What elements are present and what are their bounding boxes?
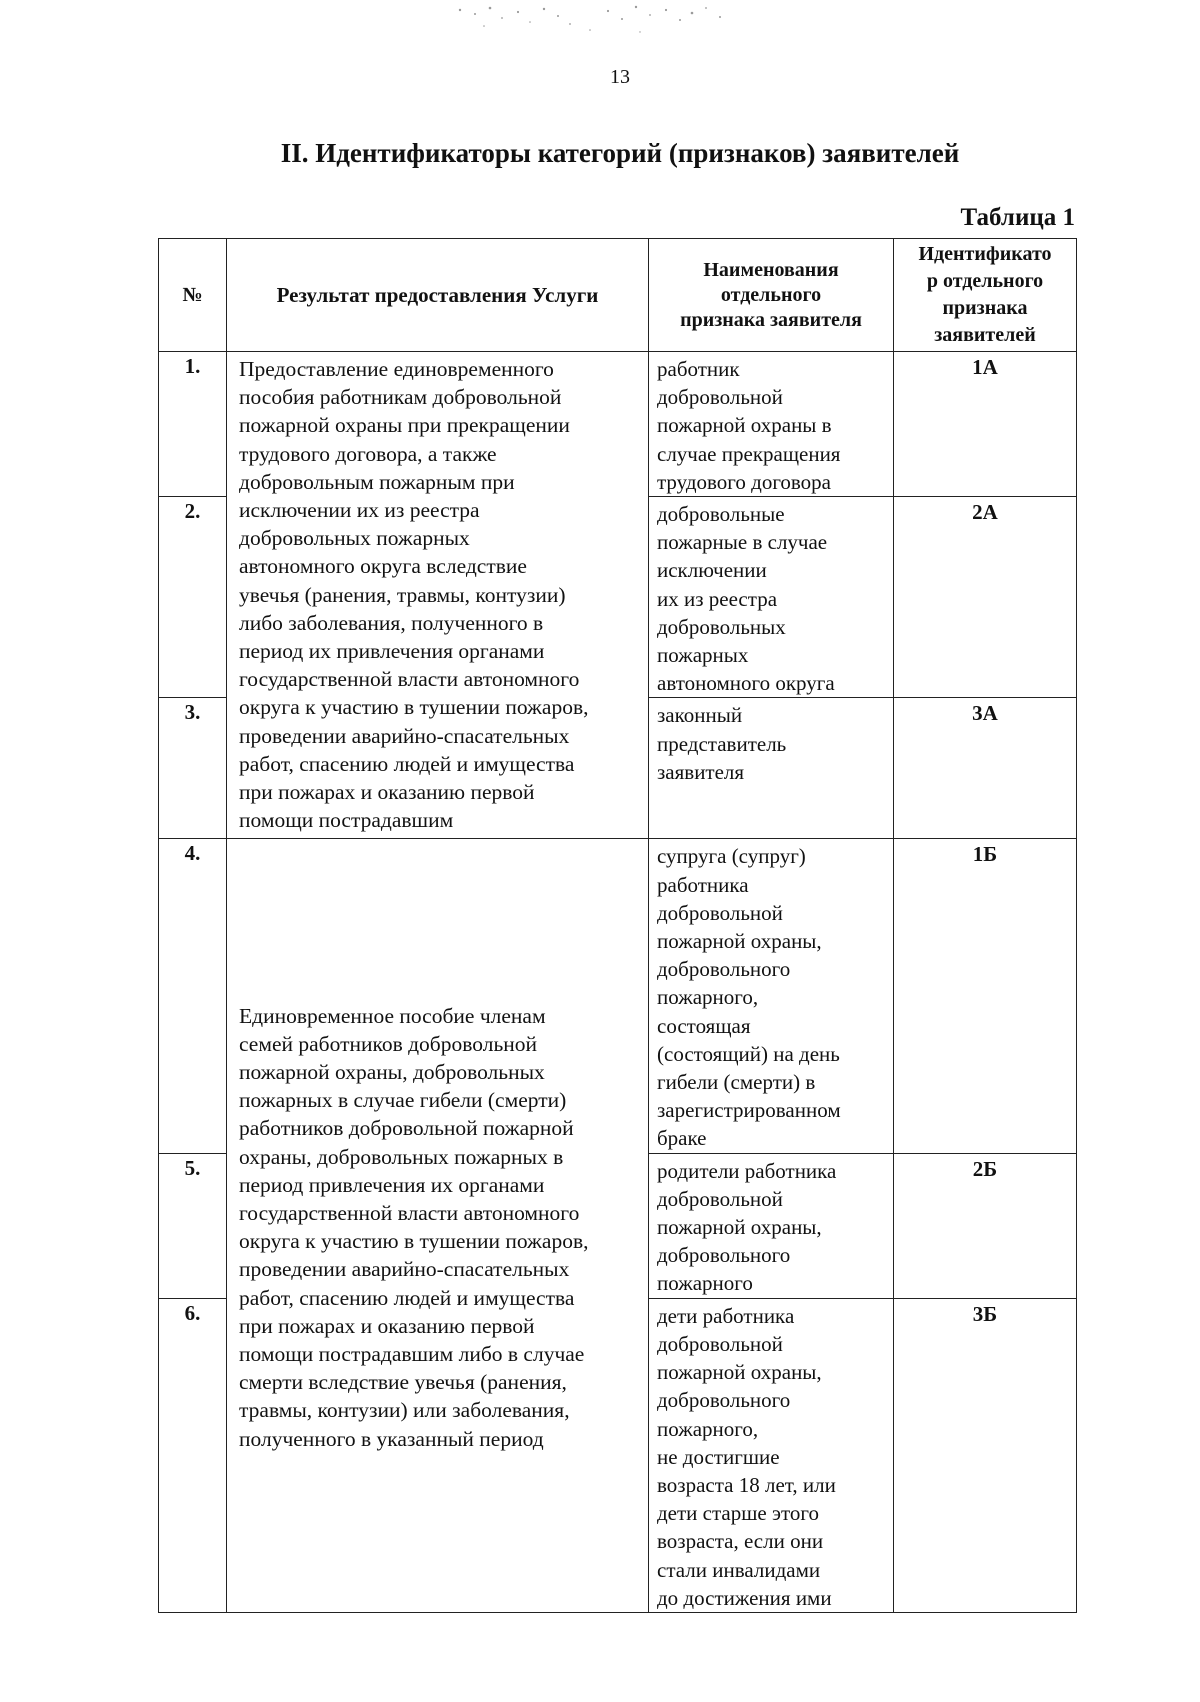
scan-noise-decoration: [440, 0, 800, 50]
sign-name-cell: супруга (супруг) работника добровольной пожарной охраны, добровольного пожарного, состоящая (состоящий) на день гибели (смерти) в зарегистрированном браке: [649, 839, 894, 1153]
header-sign-name: Наименования отдельного признака заявителя: [649, 239, 894, 352]
result-cell-group-b: Единовременное пособие членам семей работников добровольной пожарной охраны, добровольных пожарных в случае гибели (смерти) работников добровольной пожарной охраны, добровольных пожарных в период привлечения их органами государственной власти автономного округа к участию в тушении пожаров, проведении аварийно-спасательных работ, спасению людей и имущества при пожарах и оказанию первой помощи пострадавшим либо в случае смерти вследствие увечья (ранения, травмы, контузии) или заболевания, полученного в указанный период: [227, 839, 649, 1612]
table-caption: Таблица 1: [960, 204, 1075, 231]
row-number: 4.: [159, 839, 227, 1153]
row-number: 3.: [159, 698, 227, 839]
header-result: Результат предоставления Услуги: [227, 239, 649, 352]
identifier-cell: 2Б: [894, 1153, 1077, 1298]
identifier-cell: 1А: [894, 352, 1077, 497]
header-identifier: Идентификато р отдельного признака заявителей: [894, 239, 1077, 352]
identifier-cell: 3Б: [894, 1298, 1077, 1612]
sign-name-cell: законный представитель заявителя: [649, 698, 894, 839]
page-number: 13: [610, 66, 630, 88]
sign-name-cell: родители работника добровольной пожарной охраны, добровольного пожарного: [649, 1153, 894, 1298]
sign-name-cell: дети работника добровольной пожарной охраны, добровольного пожарного, не достигшие возраста 18 лет, или дети старше этого возраста, если они стали инвалидами до достижения ими: [649, 1298, 894, 1612]
identifier-cell: 1Б: [894, 839, 1077, 1153]
identifiers-table: [158, 238, 1077, 1613]
header-row: [159, 239, 1077, 352]
row-number: 6.: [159, 1298, 227, 1612]
result-cell-group-a: Предоставление единовременного пособия работникам добровольной пожарной охраны при прекращении трудового договора, а также добровольным пожарным при исключении их из реестра добровольных пожарных автономного округа вследствие увечья (ранения, травмы, контузии) либо заболевания, полученного в период их привлечения органами государственной власти автономного округа к участию в тушении пожаров, проведении аварийно-спасательных работ, спасению людей и имущества при пожарах и оказанию первой помощи пострадавшим: [227, 352, 649, 839]
row-number: 2.: [159, 497, 227, 698]
row-number: 5.: [159, 1153, 227, 1298]
page-title: II. Идентификаторы категорий (признаков) заявителей: [280, 138, 960, 168]
row-number: 1.: [159, 352, 227, 497]
table-row: [159, 352, 1077, 497]
table-row: [159, 839, 1077, 1153]
sign-name-cell: работник добровольной пожарной охраны в случае прекращения трудового договора: [649, 352, 894, 497]
sign-name-cell: добровольные пожарные в случае исключении их из реестра добровольных пожарных автономного округа: [649, 497, 894, 698]
identifier-cell: 3А: [894, 698, 1077, 839]
identifier-cell: 2А: [894, 497, 1077, 698]
header-number: №: [159, 239, 227, 352]
